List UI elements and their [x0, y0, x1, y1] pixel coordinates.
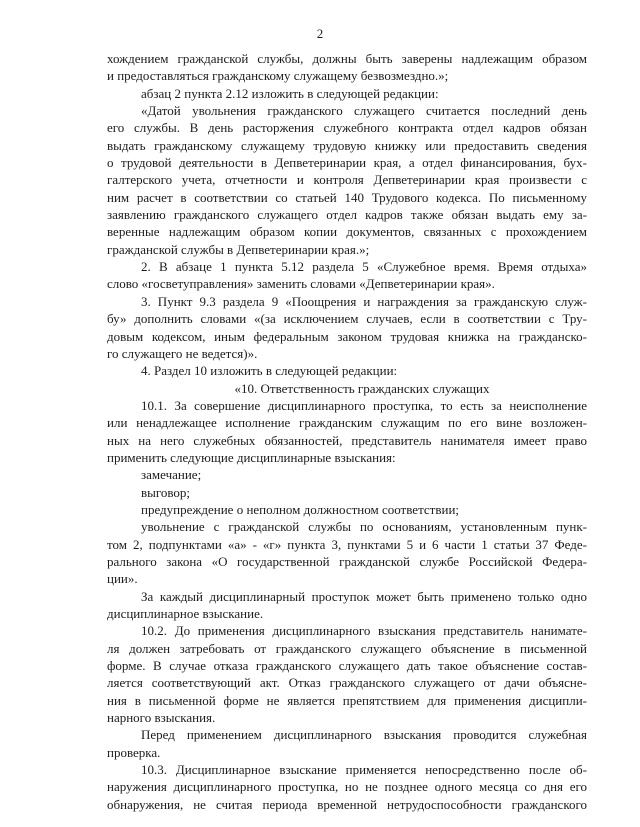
text-line: абзац 2 пункта 2.12 изложить в следующей редакции:: [141, 85, 439, 101]
text-line: том 2, подпунктами «а» - «г» пункта 3, пунктами 5 и 6 части 1 статьи 37 Феде-: [107, 536, 587, 552]
text-line: 4. Раздел 10 изложить в следующей редакции:: [141, 363, 398, 379]
text-line: увольнение с гражданской службы по основаниям, установленным пунк-: [141, 519, 587, 535]
body-text: [107, 50, 587, 813]
text-line: заявлению гражданского служащего отдел кадров также обязан выдать ему за-: [107, 207, 587, 223]
page-number: 2: [316, 26, 324, 41]
text-line: дисциплинарное взыскание.: [107, 606, 264, 621]
text-line: Перед применением дисциплинарного взыскания проводится служебная: [141, 727, 587, 743]
text-line: выдать гражданскому служащему трудовую книжку или предоставить сведения: [107, 137, 587, 153]
text-line: или ненадлежащее исполнение гражданским служащим по его вине возложен-: [107, 415, 587, 431]
text-line: слово «госветуправления» заменить словами «Депветеринарии края».: [107, 276, 495, 292]
text-line: 10.2. До применения дисциплинарного взыскания представитель нанимате-: [141, 623, 587, 639]
text-line: ним расчет в соответствии со статьей 140 Трудового кодекса. По письменному: [107, 189, 587, 205]
text-line: о трудовой деятельности в Депветеринарии края, а отдел финансирования, бух-: [107, 155, 587, 171]
text-line: хождением гражданской службы, должны быть заверены надлежащим образом: [107, 51, 587, 66]
text-line: галтерского учета, отчетности и контроля Депветеринарии края произвести с: [107, 172, 587, 188]
text-line: довым кодексом, иным федеральным законом трудовая книжка на гражданско-: [107, 328, 587, 344]
text-line: ных на него служебных обязанностей, представитель нанимателя имеет право: [107, 432, 587, 448]
text-line: «Датой увольнения гражданского служащего считается последний день: [141, 103, 587, 119]
text-line: ля должен затребовать от гражданского служащего объяснение в письменной: [107, 640, 587, 656]
text-line: выговор;: [141, 484, 191, 500]
text-line: «10. Ответственность гражданских служащих: [234, 380, 490, 396]
text-line: замечание;: [141, 467, 202, 483]
text-line: обнаружения, не считая периода временной нетрудоспособности гражданского: [107, 796, 587, 812]
text-line: нарного взыскания.: [107, 710, 216, 726]
text-line: наружения дисциплинарного проступка, но не позднее одного месяца со дня его: [107, 779, 587, 795]
text-line: ляется соответствующий акт. Отказ гражданского служащего от дачи объясне-: [107, 675, 587, 691]
text-line: форме. В случае отказа гражданского служащего дать такое объяснение состав-: [107, 658, 587, 674]
text-line: и предоставляться гражданскому служащему безвозмездно.»;: [107, 68, 449, 84]
text-line: рального закона «О государственной гражданской службе Российской Федера-: [107, 553, 587, 569]
text-line: ции».: [107, 571, 138, 587]
text-line: проверка.: [107, 744, 161, 760]
text-line: 3. Пункт 9.3 раздела 9 «Поощрения и награждения за гражданскую служ-: [141, 293, 587, 309]
text-line: его службы. В день расторжения служебного контракта отдел кадров обязан: [107, 120, 587, 136]
text-line: 10.3. Дисциплинарное взыскание применяется непосредственно после об-: [141, 762, 587, 778]
text-line: го служащего не ведется)».: [107, 345, 258, 361]
text-line: веренные надлежащим образом копии документов, связанных с прохождением: [107, 224, 587, 240]
text-line: За каждый дисциплинарный проступок может быть применено только одно: [141, 588, 587, 604]
text-line: ния в письменной форме не является препятствием для применения дисципли-: [107, 692, 587, 708]
text-line: предупреждение о неполном должностном соответствии;: [141, 501, 460, 517]
text-line: 10.1. За совершение дисциплинарного проступка, то есть за неисполнение: [141, 397, 587, 413]
text-line: гражданской службы в Депветеринарии края.»;: [107, 241, 370, 257]
text-line: применить следующие дисциплинарные взыскания:: [107, 449, 396, 465]
text-line: 2. В абзаце 1 пункта 5.12 раздела 5 «Служебное время. Время отдыха»: [141, 259, 587, 275]
text-line: бу» дополнить словами «(за исключением случаев, если в соответствии с Тру-: [107, 311, 587, 327]
